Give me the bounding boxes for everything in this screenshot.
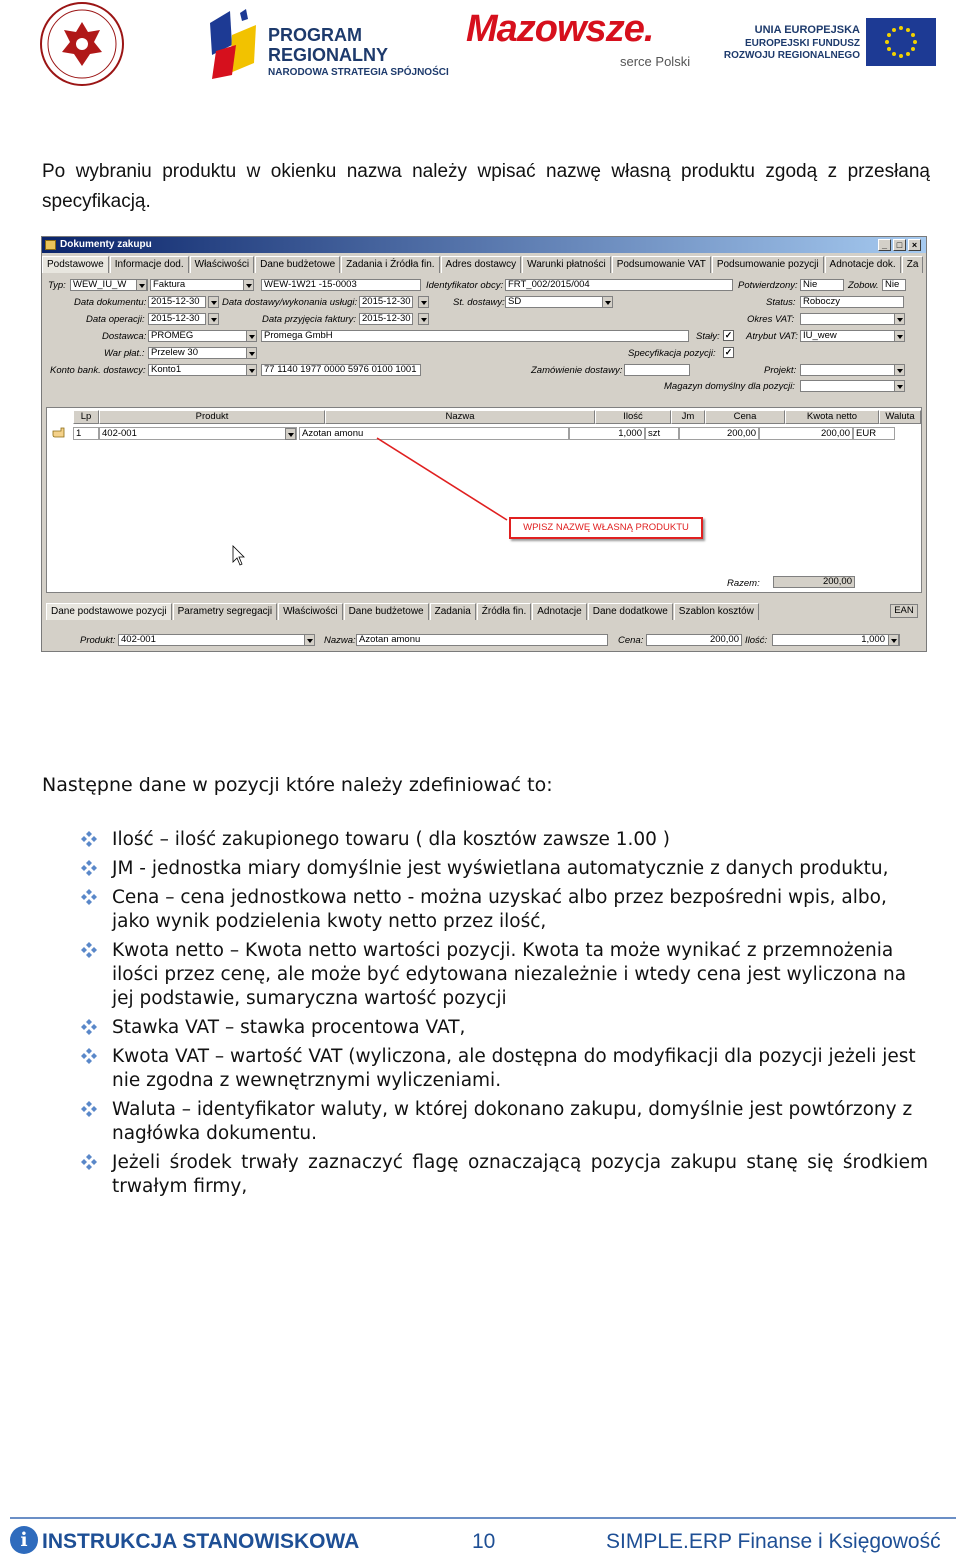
label-data-operacji: Data operacji:: [86, 314, 145, 325]
ean-button[interactable]: EAN: [890, 604, 918, 618]
diamond-bullet-icon: [80, 859, 98, 877]
list-item-text: Kwota VAT – wartość VAT (wyliczona, ale dostępna do modyfikacji dla pozycji jeżeli jest nie zgodna z wewnętrznymi wyliczeniami.: [112, 1046, 916, 1091]
faktura-dropdown-icon[interactable]: [243, 279, 254, 291]
list-item-text: Jeżeli środek trwały zaznaczyć flagę oznaczającą pozycja zakupu stanę się środkiem trwałym firmy,: [112, 1152, 928, 1197]
list-item: [80, 1098, 928, 1146]
tab-podsumowanie-pozycji[interactable]: Podsumowanie pozycji: [712, 256, 824, 273]
minimize-button[interactable]: _: [878, 239, 891, 251]
label-staly: Stały:: [696, 331, 720, 342]
war-plat-field[interactable]: Przelew 30: [148, 347, 256, 359]
col-produkt[interactable]: Produkt: [99, 410, 325, 424]
window-titlebar: [42, 237, 926, 253]
list-item-text: Stawka VAT – stawka procentowa VAT,: [112, 1017, 466, 1038]
bottom-cena-field[interactable]: 200,00: [646, 634, 742, 646]
program-regionalny-logo: [202, 5, 449, 81]
bottom-ilosc-field[interactable]: 1,000: [772, 634, 900, 646]
window-app-icon: [45, 240, 56, 250]
data-dokumentu-field[interactable]: 2015-12-30: [148, 296, 206, 308]
war-plat-dropdown-icon[interactable]: [246, 347, 257, 359]
numer-field[interactable]: WEW-1W21 -15-0003: [261, 279, 421, 291]
tab-adres-dostawcy[interactable]: Adres dostawcy: [441, 256, 522, 273]
label-zamowienie: Zamówienie dostawy:: [531, 365, 623, 376]
list-item: [80, 1045, 928, 1093]
okres-vat-field[interactable]: [800, 313, 904, 325]
list-item: [80, 886, 928, 934]
typ-dropdown-icon[interactable]: [136, 279, 147, 291]
cell-ilosc[interactable]: 1,000: [569, 427, 645, 440]
list-item: [80, 1151, 928, 1199]
atrybut-vat-field[interactable]: IU_wew: [800, 330, 904, 342]
cell-produkt[interactable]: 402-001: [99, 427, 297, 440]
col-ilosc[interactable]: Ilość: [595, 410, 671, 424]
positions-grid: [46, 407, 922, 593]
label-bottom-ilosc: Ilość:: [745, 635, 768, 646]
label-magazyn: Magazyn domyślny dla pozycji:: [664, 381, 795, 392]
cell-cena[interactable]: 200,00: [679, 427, 759, 440]
mazowsze-logo-word: Mazowsze.: [466, 8, 654, 50]
ptab-szablon-kosztow[interactable]: Szablon kosztów: [674, 603, 759, 620]
label-bottom-produkt: Produkt:: [80, 635, 116, 646]
label-data-przyjecia: Data przyjęcia faktury:: [262, 314, 356, 325]
data-dostawy-calendar-icon[interactable]: [418, 296, 429, 308]
label-projekt: Projekt:: [764, 365, 797, 376]
label-bottom-nazwa: Nazwa:: [324, 635, 356, 646]
label-st-dostawy: St. dostawy:: [453, 297, 505, 308]
label-okres-vat: Okres VAT:: [747, 314, 795, 325]
cell-nazwa[interactable]: Azotan amonu: [299, 427, 569, 440]
data-dostawy-field[interactable]: 2015-12-30: [359, 296, 413, 308]
eu-fund-logo: [723, 14, 936, 74]
callout-label: WPISZ NAZWĘ WŁASNĄ PRODUKTU: [509, 517, 703, 539]
data-przyjecia-field[interactable]: 2015-12-30: [359, 313, 413, 325]
close-button[interactable]: ×: [908, 239, 921, 251]
header-logos: [40, 0, 936, 90]
tab-adnotacje[interactable]: Adnotacje dok.: [825, 256, 901, 273]
ptab-adnotacje[interactable]: Adnotacje: [532, 603, 586, 620]
app-screenshot: [41, 236, 927, 652]
projekt-dropdown-icon[interactable]: [894, 364, 905, 376]
label-dostawca: Dostawca:: [102, 331, 147, 342]
id-obcy-field[interactable]: FRT_002/2015/004: [505, 279, 733, 291]
col-lp[interactable]: Lp: [73, 410, 99, 424]
col-kwota-netto[interactable]: Kwota netto: [785, 410, 879, 424]
zobow-field[interactable]: Nie: [882, 279, 906, 291]
st-dostawy-field[interactable]: SD: [505, 296, 613, 308]
label-data-dostawy: Data dostawy/wykonania usługi:: [222, 297, 358, 308]
konto-dropdown-icon[interactable]: [246, 364, 257, 376]
magazyn-dropdown-icon[interactable]: [894, 380, 905, 392]
tab-wlasciwosci[interactable]: Właściwości: [190, 256, 254, 273]
tab-za[interactable]: Za: [902, 256, 924, 273]
callout-arrow: [47, 408, 923, 594]
mazowsze-logo: [460, 4, 700, 80]
ptab-parametry-segregacji[interactable]: Parametry segregacji: [173, 603, 277, 620]
data-operacji-calendar-icon[interactable]: [208, 313, 219, 325]
program-logo-line3: NARODOWA STRATEGIA SPÓJNOŚCI: [268, 67, 449, 78]
footer-title: INSTRUKCJA STANOWISKOWA: [42, 1530, 360, 1553]
list-item: [80, 857, 928, 881]
cell-kwota-netto[interactable]: 200,00: [759, 427, 853, 440]
razem-value: 200,00: [773, 576, 855, 588]
program-logo-line2: REGIONALNY: [268, 45, 389, 65]
mazowsze-logo-sub: serce Polski: [620, 54, 691, 69]
footer-product: SIMPLE.ERP Finanse i Księgowość: [606, 1530, 941, 1553]
tab-zadania[interactable]: Zadania i Źródła fin.: [341, 256, 439, 273]
label-specyfikacja: Specyfikacja pozycji:: [628, 348, 716, 359]
ptab-zadania[interactable]: Zadania: [430, 603, 476, 620]
bottom-ilosc-dropdown-icon[interactable]: [888, 634, 899, 646]
diamond-bullet-icon: [80, 830, 98, 848]
list-item-text: JM - jednostka miary domyślnie jest wyświetlana automatycznie z danych produktu,: [112, 858, 889, 879]
eu-flag-icon: [866, 18, 936, 66]
cell-jm[interactable]: szt: [645, 427, 679, 440]
diamond-bullet-icon: [80, 1018, 98, 1036]
typ-field[interactable]: WEW_IU_W: [70, 279, 148, 291]
ptab-dane-budzetowe[interactable]: Dane budżetowe: [344, 603, 429, 620]
tab-podstawowe[interactable]: Podstawowe: [42, 256, 109, 273]
label-potwierdzony: Potwierdzony:: [738, 280, 798, 291]
maximize-button[interactable]: □: [893, 239, 906, 251]
tab-informacje[interactable]: Informacje dod.: [110, 256, 189, 273]
intro-paragraph: Po wybraniu produktu w okienku nazwa należy wpisać nazwę własną produktu zgodą z przesłaną specyfikacją.: [42, 161, 930, 212]
data-operacji-field[interactable]: 2015-12-30: [148, 313, 206, 325]
diamond-bullet-icon: [80, 1047, 98, 1065]
bottom-nazwa-field[interactable]: Azotan amonu: [356, 634, 608, 646]
cell-waluta[interactable]: EUR: [853, 427, 895, 440]
label-id-obcy: Identyfikator obcy:: [426, 280, 504, 291]
ptab-dane-dodatkowe[interactable]: Dane dodatkowe: [588, 603, 673, 620]
magazyn-field[interactable]: [800, 380, 904, 392]
bottom-produkt-dropdown-icon[interactable]: [304, 634, 315, 646]
bottom-produkt-field[interactable]: 402-001: [118, 634, 314, 646]
ptab-zrodla-fin[interactable]: Źródła fin.: [477, 603, 531, 620]
label-data-dokumentu: Data dokumentu:: [74, 297, 147, 308]
list-item-text: Kwota netto – Kwota netto wartości pozycji. Kwota ta może wynikać z przemnożenia ilości przez cenę, ale może być edytowana niezależnie i wtedy cena jest wyliczona na jej podstawie, sumaryczna wartość pozycji: [112, 940, 907, 1009]
razem-label: Razem:: [727, 578, 760, 589]
eu-logo-line3: ROZWOJU REGIONALNEGO: [723, 50, 860, 61]
page-number: 10: [472, 1530, 496, 1553]
status-field[interactable]: Roboczy: [800, 296, 904, 308]
tab-dane-budzetowe[interactable]: Dane budżetowe: [255, 256, 340, 273]
col-cena[interactable]: Cena: [705, 410, 785, 424]
col-waluta[interactable]: Waluta: [879, 410, 921, 424]
projekt-field[interactable]: [800, 364, 904, 376]
footer-divider: [10, 1517, 956, 1519]
eu-logo-line1: UNIA EUROPEJSKA: [754, 24, 860, 36]
list-item-text: Waluta – identyfikator waluty, w której dokonano zakupu, domyślnie jest powtórzony z nagłówka dokumentu.: [112, 1099, 913, 1144]
position-tabs: [46, 603, 922, 621]
zamowienie-field[interactable]: [624, 364, 690, 376]
ptab-wlasciwosci[interactable]: Właściwości: [278, 603, 342, 620]
label-atrybut-vat: Atrybut VAT:: [746, 331, 798, 342]
okres-vat-dropdown-icon[interactable]: [894, 313, 905, 325]
section-title: Następne dane w pozycji które należy zdefiniować to:: [42, 774, 553, 796]
st-dostawy-dropdown-icon[interactable]: [602, 296, 613, 308]
dostawca-field[interactable]: PROMEG: [148, 330, 256, 342]
label-konto: Konto bank. dostawcy:: [50, 365, 146, 376]
info-icon: i: [10, 1526, 38, 1554]
tab-warunki-platnosci[interactable]: Warunki płatności: [522, 256, 611, 273]
label-typ: Typ:: [48, 280, 66, 291]
definition-list: [80, 828, 928, 1204]
list-item-text: Cena – cena jednostkowa netto - można uzyskać albo przez bezpośredni wpis, albo, jako wynik podzielenia kwoty netto przez ilość,: [112, 887, 887, 932]
program-logo-line1: PROGRAM: [268, 25, 362, 45]
faktura-field[interactable]: Faktura: [150, 279, 254, 291]
window-title: Dokumenty zakupu: [60, 239, 152, 250]
col-nazwa[interactable]: Nazwa: [325, 410, 595, 424]
label-bottom-cena: Cena:: [618, 635, 644, 646]
university-crest-logo: [40, 2, 124, 86]
cell-lp[interactable]: 1: [73, 427, 99, 440]
dostawca-dropdown-icon[interactable]: [246, 330, 257, 342]
label-status: Status:: [766, 297, 796, 308]
data-dokumentu-calendar-icon[interactable]: [208, 296, 219, 308]
label-zobow: Zobow.: [848, 280, 879, 291]
eu-logo-line2: EUROPEJSKI FUNDUSZ: [744, 38, 860, 49]
potwierdzony-field[interactable]: Nie: [800, 279, 844, 291]
diamond-bullet-icon: [80, 888, 98, 906]
list-item: [80, 828, 928, 852]
konto-number-field[interactable]: 77 1140 1977 0000 5976 0100 1001: [261, 364, 421, 376]
konto-field[interactable]: Konto1: [148, 364, 256, 376]
specyfikacja-checkbox[interactable]: ✓: [724, 347, 733, 357]
tab-podsumowanie-vat[interactable]: Podsumowanie VAT: [612, 256, 711, 273]
list-item: [80, 1016, 928, 1040]
diamond-bullet-icon: [80, 1153, 98, 1171]
data-przyjecia-calendar-icon[interactable]: [418, 313, 429, 325]
diamond-bullet-icon: [80, 941, 98, 959]
diamond-bullet-icon: [80, 1100, 98, 1118]
list-item: [80, 939, 928, 1011]
ptab-dane-podstawowe[interactable]: Dane podstawowe pozycji: [46, 603, 172, 620]
col-jm[interactable]: Jm: [671, 410, 705, 424]
document-tabs: [42, 256, 926, 274]
dostawca-name-field[interactable]: Promega GmbH: [261, 330, 689, 342]
atrybut-vat-dropdown-icon[interactable]: [894, 330, 905, 342]
list-item-text: Ilość – ilość zakupionego towaru ( dla kosztów zawsze 1.00 ): [112, 829, 671, 850]
staly-checkbox[interactable]: ✓: [724, 330, 733, 340]
label-war-plat: War płat.:: [104, 348, 145, 359]
